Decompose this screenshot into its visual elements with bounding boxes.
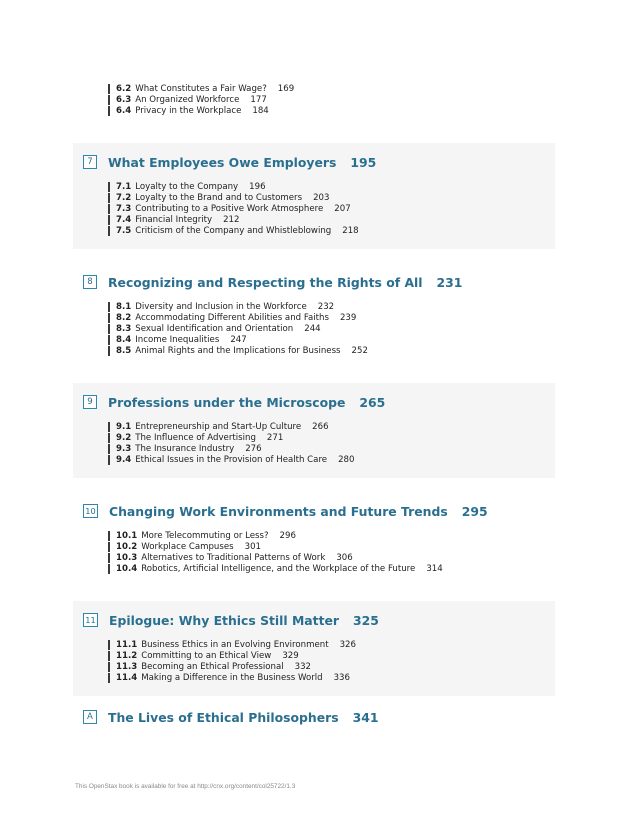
page-footer: This OpenStax book is available for free at http://cnx.org/content/col25722/1.3 <box>75 783 296 790</box>
chapter-8-section-list <box>108 301 368 357</box>
toc-section-entry[interactable]: 10.1 More Telecommuting or Less? 296 <box>108 530 443 541</box>
toc-section-entry[interactable]: 10.4 Robotics, Artificial Intelligence, and the Workplace of the Future 314 <box>108 564 443 575</box>
chapter-9-section-list <box>108 421 355 466</box>
chapter-11-heading[interactable] <box>83 611 379 629</box>
toc-section-entry[interactable]: 8.1 Diversity and Inclusion in the Workforce 232 <box>108 301 368 312</box>
chapter-7-heading[interactable] <box>83 153 376 171</box>
toc-section-entry[interactable]: 7.2 Loyalty to the Brand and to Customers 203 <box>108 192 359 203</box>
chapter-title: What Employees Owe Employers <box>108 154 337 170</box>
chapter-number-badge: 9 <box>83 395 97 409</box>
chapter-number-badge: 7 <box>83 155 97 169</box>
chapter-9-heading[interactable] <box>83 393 385 411</box>
toc-section-entry[interactable]: 6.2 What Constitutes a Fair Wage? 169 <box>108 83 294 94</box>
chapter-6-section-list <box>108 83 294 117</box>
toc-section-entry[interactable]: 9.2 The Influence of Advertising 271 <box>108 432 355 443</box>
toc-section-entry[interactable]: 8.2 Accommodating Different Abilities and Faiths 239 <box>108 312 368 323</box>
appendix-a-block <box>73 698 555 738</box>
toc-section-entry[interactable]: 10.2 Workplace Campuses 301 <box>108 541 443 552</box>
toc-section-entry[interactable]: 8.3 Sexual Identification and Orientation 244 <box>108 323 368 334</box>
chapter-10-section-list <box>108 530 443 575</box>
chapter-number-badge: 10 <box>83 504 98 518</box>
toc-section-entry[interactable]: 6.3 An Organized Workforce 177 <box>108 94 294 105</box>
chapter-title: Epilogue: Why Ethics Still Matter <box>109 612 340 628</box>
toc-section-entry[interactable]: 11.1 Business Ethics in an Evolving Environment 326 <box>108 639 356 650</box>
chapter-title: The Lives of Ethical Philosophers <box>108 709 339 725</box>
chapter-9-block <box>73 383 555 478</box>
toc-section-entry[interactable]: 9.3 The Insurance Industry 276 <box>108 443 355 454</box>
chapter-page: 341 <box>352 709 379 725</box>
chapter-7-block <box>73 143 555 249</box>
chapter-number-badge: 8 <box>83 275 97 289</box>
chapter-page: 195 <box>350 154 377 170</box>
toc-section-entry[interactable]: 8.5 Animal Rights and the Implications for Business 252 <box>108 346 368 357</box>
chapter-page: 265 <box>359 394 386 410</box>
chapter-number-badge: A <box>83 710 97 724</box>
toc-section-entry[interactable]: 9.1 Entrepreneurship and Start-Up Culture 266 <box>108 421 355 432</box>
chapter-8-heading[interactable] <box>83 273 462 291</box>
chapter-title: Professions under the Microscope <box>108 394 346 410</box>
toc-section-entry[interactable]: 7.3 Contributing to a Positive Work Atmosphere 207 <box>108 203 359 214</box>
toc-section-entry[interactable]: 8.4 Income Inequalities 247 <box>108 335 368 346</box>
toc-section-entry[interactable]: 7.5 Criticism of the Company and Whistleblowing 218 <box>108 226 359 237</box>
toc-section-entry[interactable]: 11.3 Becoming an Ethical Professional 332 <box>108 661 356 672</box>
chapter-title: Recognizing and Respecting the Rights of All <box>108 274 423 290</box>
chapter-10-block <box>73 492 555 587</box>
chapter-number-badge: 11 <box>83 613 98 627</box>
chapter-page: 231 <box>436 274 463 290</box>
toc-section-entry[interactable]: 10.3 Alternatives to Traditional Patterns of Work 306 <box>108 552 443 563</box>
chapter-title: Changing Work Environments and Future Trends <box>109 503 448 519</box>
chapter-page: 325 <box>353 612 379 628</box>
toc-section-entry[interactable]: 9.4 Ethical Issues in the Provision of Health Care 280 <box>108 455 355 466</box>
toc-section-entry[interactable]: 7.4 Financial Integrity 212 <box>108 215 359 226</box>
chapter-8-block <box>73 263 555 369</box>
toc-section-entry[interactable]: 7.1 Loyalty to the Company 196 <box>108 181 359 192</box>
chapter-11-section-list <box>108 639 356 684</box>
chapter-7-section-list <box>108 181 359 237</box>
appendix-a-heading[interactable] <box>83 708 379 726</box>
chapter-10-heading[interactable] <box>83 502 488 520</box>
toc-section-entry[interactable]: 11.4 Making a Difference in the Business World 336 <box>108 673 356 684</box>
chapter-11-block <box>73 601 555 696</box>
chapter-page: 295 <box>461 503 488 519</box>
toc-section-entry[interactable]: 6.4 Privacy in the Workplace 184 <box>108 105 294 116</box>
toc-section-entry[interactable]: 11.2 Committing to an Ethical View 329 <box>108 650 356 661</box>
